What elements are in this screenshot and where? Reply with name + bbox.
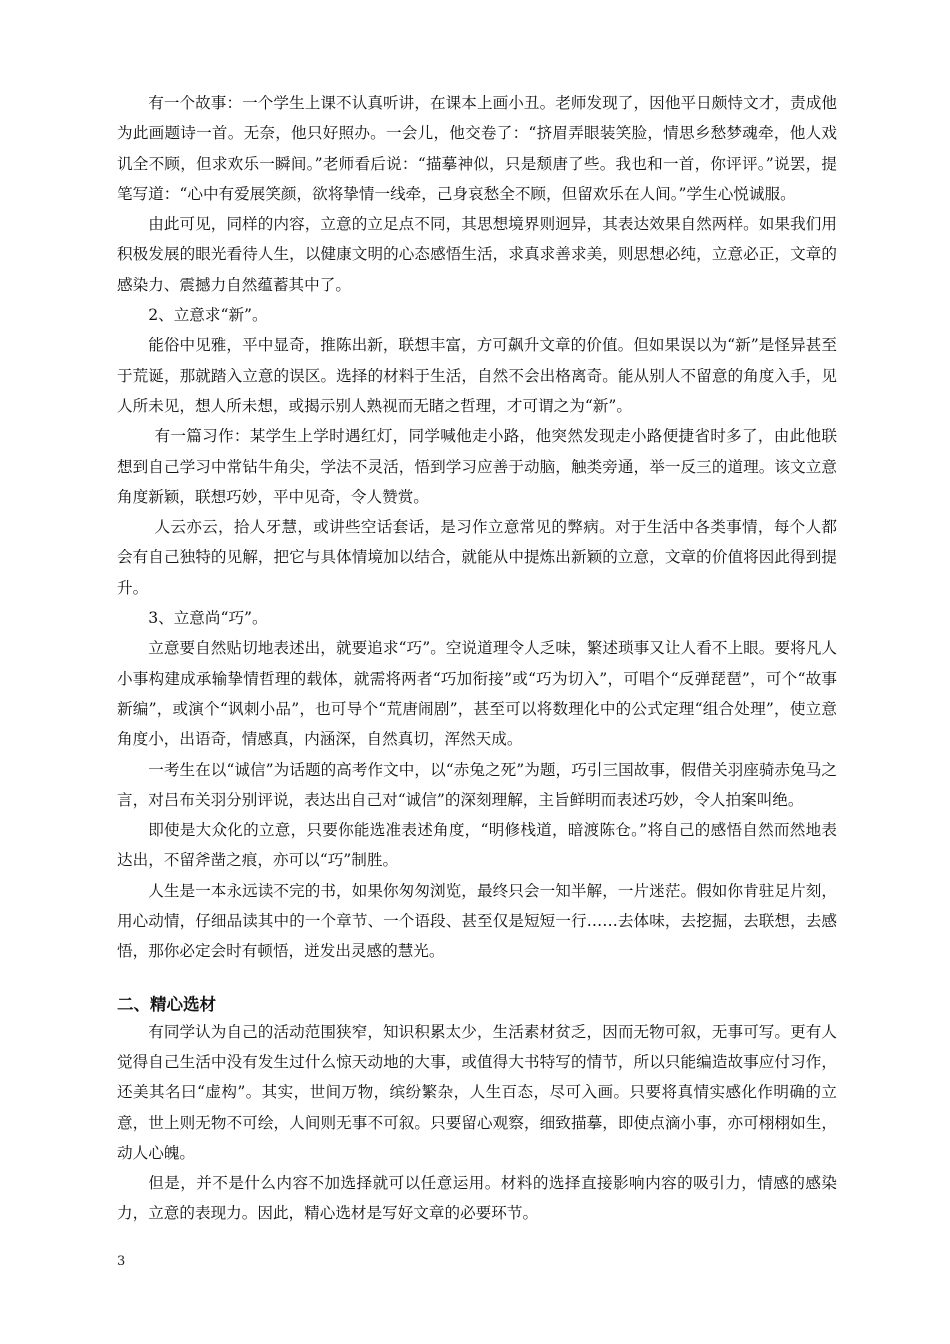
page-number: 3 (117, 1254, 126, 1269)
paragraph-clever-explanation: 立意要自然贴切地表述出，就要追求“巧”。空说道理令人乏味，繁述琐事又让人看不上眼。要将凡人小事构建成承输挚情哲理的载体，就需将两者“巧加衔接”或“巧为切入”，可唱个“反弹琵琶”，可个“故事新编”，或演个“讽刺小品”，也可导个“荒唐闹剧”，甚至可以将数理化中的公式定理“组合处理”，使立意角度小，出语奇，情感真，内涵深，自然真切，浑然天成。 (117, 639, 837, 749)
paragraph-story-clown: 有一个故事：一个学生上课不认真听讲，在课本上画小丑。老师发现了，因他平日颇恃文才，责成他为此画题诗一首。无奈，他只好照办。一会儿，他交卷了：“挤眉弄眼装笑脸，情思乡愁梦魂牵，他人戏讥全不顾，但求欢乐一瞬间。”老师看后说：“描摹神似，只是颓唐了些。我也和一首，你评评。”说罢，提笔写道：“心中有爱展笑颜，欲将挚情一线牵，己身哀愁全不顾，但留欢乐在人间。”学生心悦诚服。 (117, 94, 837, 203)
paragraph-material-importance: 但是，并不是什么内容不加选择就可以任意运用。材料的选择直接影响内容的吸引力，情感的感染力，立意的表现力。因此，精心选材是写好文章的必要环节。 (117, 1174, 837, 1223)
paragraph-red-light-example: 有一篇习作：某学生上学时遇红灯，同学喊他走小路，他突然发现走小路便捷省时多了，由此他联想到自己学习中常钻牛角尖，学法不灵活，悟到学习应善于动脑，触类旁通，举一反三的道理。该文立意角度新颖，联想巧妙，平中见奇，令人赞赏。 (117, 427, 837, 506)
subheading-new-idea: 2、立意求“新”。 (148, 306, 268, 325)
subheading-clever-idea: 3、立意尚“巧”。 (148, 609, 268, 628)
paragraph-conclusion-perspective: 由此可见，同样的内容，立意的立足点不同，其思想境界则迥异，其表达效果自然两样。如果我们用积极发展的眼光看待人生，以健康文明的心态感悟生活，求真求善求美，则思想必纯，立意必正，文章的感染力、震撼力自然蕴蓄其中了。 (117, 215, 837, 294)
document-body (117, 88, 837, 1229)
paragraph-life-book: 人生是一本永远读不完的书，如果你匆匆浏览，最终只会一知半解，一片迷茫。假如你肯驻足片刻，用心动情，仔细品读其中的一个章节、一个语段、甚至仅是短短一行……去体味，去挖掘，去联想，去感悟，那你必定会时有顿悟，迸发出灵感的慧光。 (117, 881, 837, 961)
section-heading-material-selection: 二、精心选材 (117, 994, 216, 1014)
paragraph-material-scarcity: 有同学认为自己的活动范围狭窄，知识积累太少，生活素材贫乏，因而无物可叙，无事可写。更有人觉得自己生活中没有发生过什么惊天动地的大事，或值得大书特写的情节，所以只能编造故事应付习作，还美其名曰“虚构”。其实，世间万物，缤纷繁杂，人生百态，尽可入画。只要将真情实感化作明确的立意，世上则无物不可绘，人间则无事不可叙。只要留心观察，细致描摹，即使点滴小事，亦可栩栩如生，动人心魄。 (117, 1022, 837, 1162)
paragraph-red-hare-example: 一考生在以“诚信”为话题的高考作文中，以“赤兔之死”为题，巧引三国故事，假借关羽座骑赤兔马之言，对吕布关羽分别评说，表达出自己对“诚信”的深刻理解，主旨鲜明而表述巧妙，令人拍案叫绝。 (117, 760, 837, 809)
paragraph-cliche-warning: 人云亦云，拾人牙慧，或讲些空话套话，是习作立意常见的弊病。对于生活中各类事情，每个人都会有自己独特的见解，把它与具体情境加以结合，就能从中提炼出新颖的立意，文章的价值将因此得到提升。 (117, 518, 837, 597)
paragraph-new-idea-explanation: 能俗中见雅，平中显奇，推陈出新，联想丰富，方可飙升文章的价值。但如果误以为“新”是怪异甚至于荒诞，那就踏入立意的误区。选择的材料于生活，自然不会出格离奇。能从别人不留意的角度入手，见人所未见，想人所未想，或揭示别人熟视而无睹之哲理，才可谓之为“新”。 (117, 336, 837, 415)
paragraph-popular-idea: 即使是大众化的立意，只要你能选准表述角度，“明修栈道，暗渡陈仓。”将自己的感悟自然而然地表达出，不留斧凿之痕，亦可以“巧”制胜。 (117, 821, 837, 870)
